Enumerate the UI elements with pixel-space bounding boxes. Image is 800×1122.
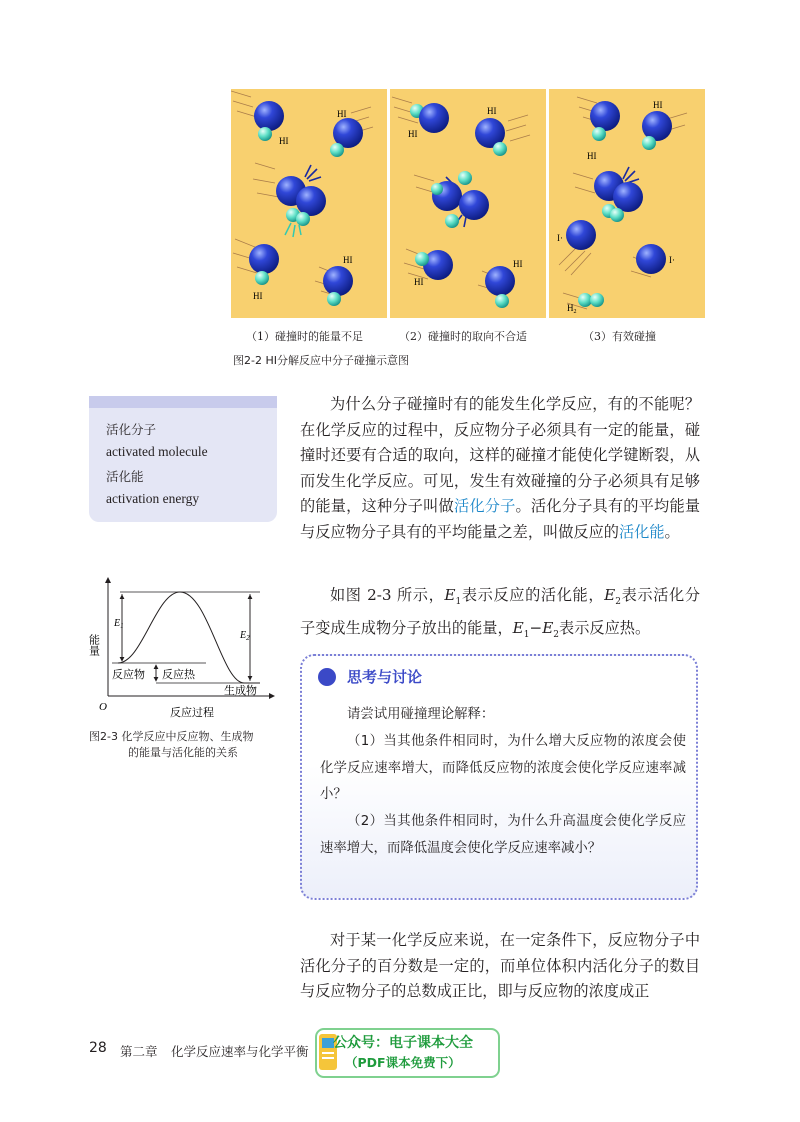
symbol-e: E (444, 586, 456, 604)
watermark-line-2: （PDF课本免费下） (345, 1055, 461, 1070)
paragraph-text: 为什么分子碰撞时有的能发生化学反应，有的不能呢？在化学反应的过程中，反应物分子必须具有一定的能量，碰撞时还要有合适的取向，这样的碰撞才能使化学键断裂，从而发生化学反应。可见，发生有效碰撞的分子必须具有足够的能量，这种分子叫做 (300, 395, 700, 516)
hi-label: HI (414, 277, 424, 287)
reaction-heat-label: 反应热 (162, 668, 195, 681)
page-number: 28 (89, 1040, 107, 1056)
think-box-question-2: （2）当其他条件相同时，为什么升高温度会使化学反应速率增大，而降低温度会使化学反应速率减小？ (320, 814, 686, 856)
subscript: 1 (523, 629, 530, 640)
keyword-term-zh: 活化能 (106, 469, 144, 484)
paragraph-activated-percentage: 对于某一化学反应来说，在一定条件下，反应物分子中活化分子的百分数是一定的，而单位体积内活化分子的数目与反应物分子的总数成正比，即与反应物的浓度成正 (300, 931, 700, 1001)
collision-panel-3 (549, 89, 705, 318)
hi-label: HI (343, 255, 353, 265)
paragraph-text: 表示反应的活化能， (461, 586, 605, 604)
term-activation-energy: 活化能 (618, 522, 665, 541)
term-activated-molecule: 活化分子 (453, 497, 516, 516)
subscript: 2 (553, 629, 560, 640)
collision-panel-2 (390, 89, 546, 318)
hi-label: HI (487, 106, 497, 116)
paragraph-text: 表示活化分子变成生成物分子放出的能量， (300, 586, 701, 637)
panel-caption-1: （1）碰撞时的能量不足 (246, 330, 363, 343)
hi-label: HI (408, 129, 418, 139)
hi-molecules-insufficient-energy (231, 89, 387, 318)
hi-label: HI (653, 100, 663, 110)
paragraph-figure-explanation (300, 583, 700, 648)
e2-label: $E_2$ (240, 630, 250, 642)
think-box-title: 思考与讨论 (347, 668, 423, 686)
think-box-question-1: （1）当其他条件相同时，为什么增大反应物的浓度会使化学反应速率增大，而降低反应物的浓度会使化学反应速率减小？ (320, 734, 686, 802)
origin-label: O (99, 701, 107, 713)
keyword-term-en: activation energy (106, 491, 200, 506)
hi-molecules-wrong-orientation (390, 89, 546, 318)
e1-label: $E_1$ (114, 618, 124, 630)
keyword-box-header (89, 396, 277, 408)
keyword-term-zh: 活化分子 (106, 422, 157, 437)
subscript: 1 (455, 597, 462, 608)
paragraph-text: 如图 2-3 所示， (330, 586, 445, 604)
hi-molecules-effective-collision (549, 89, 700, 318)
bullet-dot-icon (318, 668, 336, 686)
x-axis-label: 反应过程 (170, 706, 214, 719)
hi-label: HI (253, 291, 263, 301)
keyword-box (89, 396, 277, 522)
think-and-discuss-box (300, 654, 698, 900)
watermark-line-1: 公众号：电子课本大全 (333, 1035, 473, 1051)
i-radical-label: I· (557, 233, 563, 243)
footer-chapter: 第二章 (120, 1044, 158, 1059)
symbol-e: E (542, 618, 554, 637)
reactant-label: 反应物 (112, 668, 145, 681)
panel-caption-3: （3）有效碰撞 (583, 330, 656, 343)
hi-label: HI (279, 136, 289, 146)
paragraph-text: 。活化分子具有的平均能量与反应物分子具有的平均能量之差，叫做反应的 (300, 497, 701, 541)
subscript: 2 (615, 597, 621, 608)
think-box-intro: 请尝试用碰撞理论解释： (347, 707, 495, 722)
hi-label: HI (513, 259, 523, 269)
panel-caption-2: （2）碰撞时的取向不合适 (399, 330, 527, 343)
figure-2-3-caption-line2: 的能量与活化能的关系 (128, 746, 238, 759)
figure-2-3-caption (89, 729, 284, 761)
footer-chapter-title: 化学反应速率与化学平衡 (171, 1044, 309, 1059)
product-label: 生成物 (224, 684, 257, 697)
figure-2-3-caption-line1: 图2-3 化学反应中反应物、生成物 (89, 730, 254, 743)
symbol-e: E (604, 586, 616, 604)
energy-profile-diagram (84, 572, 284, 722)
i-radical-label: I· (669, 255, 675, 265)
keyword-term-en: activated molecule (106, 444, 208, 459)
hi-label: HI (587, 151, 597, 161)
collision-panel-1 (231, 89, 387, 318)
paragraph-text: 。 (664, 522, 680, 541)
figure-2-2-caption: 图2-2 HI分解反应中分子碰撞示意图 (233, 354, 409, 367)
y-axis-label: 能量 (87, 634, 101, 656)
minus-sign: − (529, 618, 543, 637)
h2-label: $H_2$ (567, 303, 577, 315)
hi-label: HI (337, 109, 347, 119)
paragraph-text: 表示反应热。 (559, 618, 651, 637)
paragraph-collision-theory (300, 392, 700, 546)
symbol-e: E (512, 618, 524, 637)
